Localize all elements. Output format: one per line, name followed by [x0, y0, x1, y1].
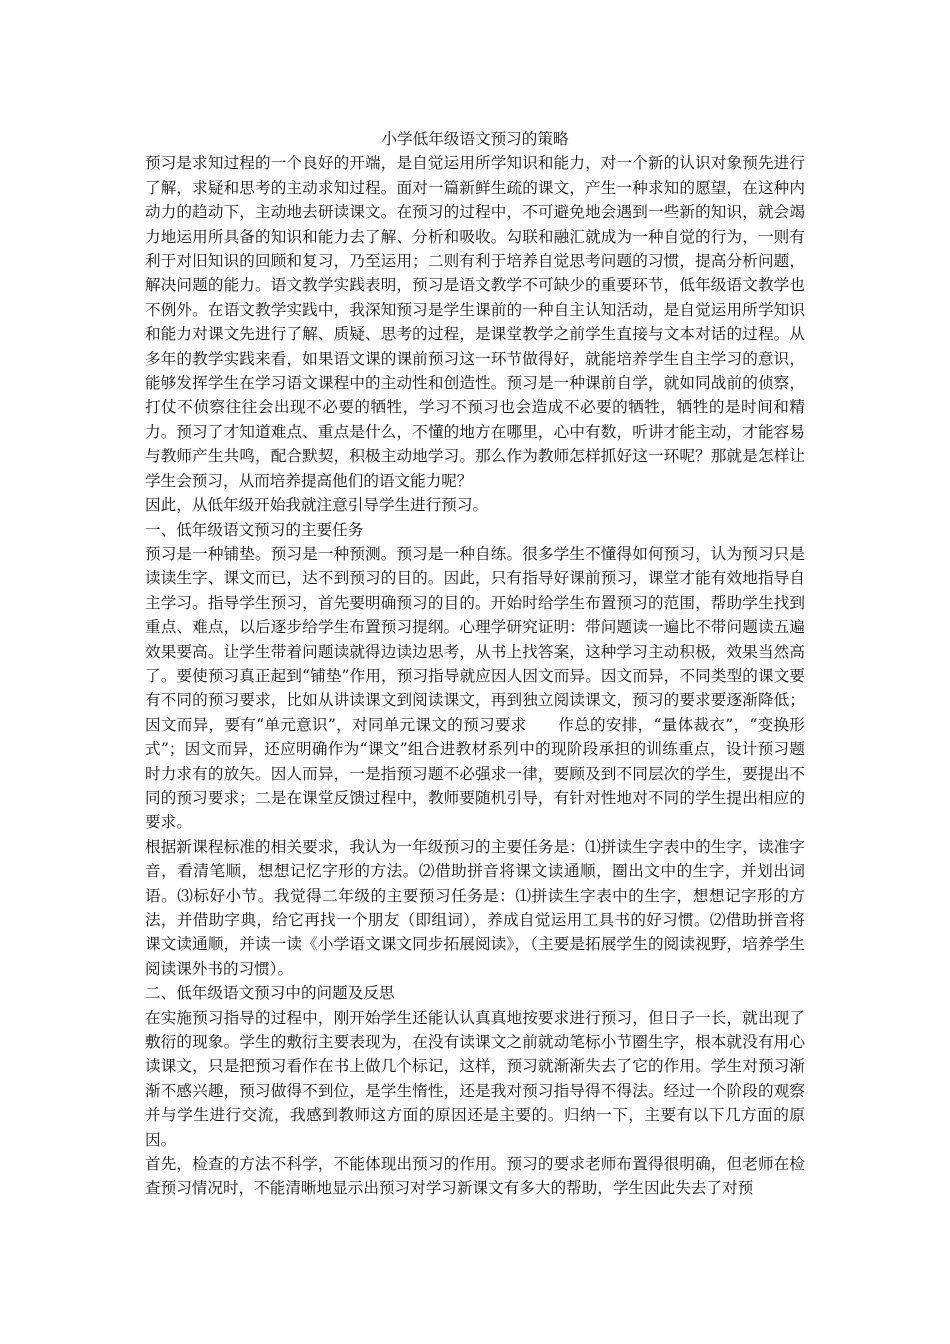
section-1-paragraph-1: 预习是一种铺垫。预习是一种预测。预习是一种自练。很多学生不懂得如何预习，认为预习只是读读生字、课文而已，达不到预习的目的。因此，只有指导好课前预习，课堂才能有效地指导自主学习。指导学生预习，首先要明确预习的目的。开始时给学生布置预习的范围，帮助学生找到重点、难点，以后逐步给学生布置预习提纲。心理学研究证明：带问题读一遍比不带问题读五遍效果要高。让学生带着问题读就得边读边思考，从书上找答案，这种学习主动积极，效果当然高了。要使预习真正起到“铺垫”作用，预习指导就应因人因文而异。因文而异，不同类型的课文要有不同的预习要求，比如从讲读课文到阅读课文，再到独立阅读课文，预习的要求要逐渐降低；因文而异，要有“单元意识”，对同单元课文的预习要求 作总的安排，“量体裁衣”，“变换形式”；因文而异，还应明确作为“课文”组合进教材系列中的现阶段承担的训练重点，设计预习题时力求有的放矢。因人而异，一是指预习题不必强求一律，要顾及到不同层次的学生，要提出不同的预习要求；二是在课堂反馈过程中，教师要随机引导，有针对性地对不同的学生提出相应的要求。	[145, 544, 805, 832]
document-title: 小学低年级语文预习的策略	[381, 130, 569, 148]
section-2-paragraph-2: 首先，检查的方法不科学，不能体现出预习的作用。预习的要求老师布置得很明确，但老师在检查预习情况时，不能清晰地显示出预习对学习新课文有多大的帮助，学生因此失去了对预	[145, 1155, 805, 1198]
section-1-heading: 一、低年级语文预习的主要任务	[145, 520, 364, 539]
intro-paragraph-2: 因此，从低年级开始我就注意引导学生进行预习。	[145, 496, 489, 515]
section-1-paragraph-2: 根据新课程标准的相关要求，我认为一年级预习的主要任务是：⑴拼读生字表中的生字，读准字音，看清笔顺，想想记忆字形的方法。⑵借助拼音将课文读通顺，圈出文中的生字，并划出词语。⑶标好小节。我觉得二年级的主要预习任务是：⑴拼读生字表中的生字，想想记字形的方法，并借助字典，给它再找一个朋友（即组词），养成自觉运用工具书的好习惯。⑵借助拼音将课文读通顺，并读一读《小学语文课文同步拓展阅读》，（主要是拓展学生的阅读视野，培养学生阅读课外书的习惯）。	[145, 837, 805, 978]
document-body	[145, 127, 805, 1201]
section-2-heading: 二、低年级语文预习中的问题及反思	[145, 984, 395, 1003]
intro-paragraph-1: 预习是求知过程的一个良好的开端，是自觉运用所学知识和能力，对一个新的认识对象预先进行了解，求疑和思考的主动求知过程。面对一篇新鲜生疏的课文，产生一种求知的愿望，在这种内动力的趋动下，主动地去研读课文。在预习的过程中，不可避免地会遇到一些新的知识，就会竭力地运用所具备的知识和能力去了解、分析和吸收。勾联和融汇就成为一种自觉的行为，一则有利于对旧知识的回顾和复习，乃至运用；二则有利于培养自觉思考问题的习惯，提高分析问题，解决问题的能力。语文教学实践表明，预习是语文教学不可缺少的重要环节，低年级语文教学也不例外。在语文教学实践中，我深知预习是学生课前的一种自主认知活动，是自觉运用所学知识和能力对课文先进行了解、质疑、思考的过程，是课堂教学之前学生直接与文本对话的过程。从多年的教学实践来看，如果语文课的课前预习这一环节做得好，就能培养学生自主学习的意识，能够发挥学生在学习语文课程中的主动性和创造性。预习是一种课前自学，就如同战前的侦察，打仗不侦察往往会出现不必要的牺牲，学习不预习也会造成不必要的牺牲，牺牲的是时间和精力。预习了才知道难点、重点是什么，不懂的地方在哪里，心中有数，听讲才能主动，才能容易与教师产生共鸣，配合默契，积极主动地学习。那么作为教师怎样抓好这一环呢？那就是怎样让学生会预习，从而培养提高他们的语文能力呢？	[145, 154, 805, 490]
section-2-paragraph-1: 在实施预习指导的过程中，刚开始学生还能认认真真地按要求进行预习，但日子一长，就出现了敷衍的现象。学生的敷衍主要表现为，在没有读课文之前就动笔标小节圈生字，根本就没有用心读课文，只是把预习看作在书上做几个标记，这样，预习就渐渐失去了它的作用。学生对预习渐渐不感兴趣，预习做得不到位，是学生惰性，还是我对预习指导得不得法。经过一个阶段的观察并与学生进行交流，我感到教师这方面的原因还是主要的。归纳一下，主要有以下几方面的原因。	[145, 1008, 805, 1149]
